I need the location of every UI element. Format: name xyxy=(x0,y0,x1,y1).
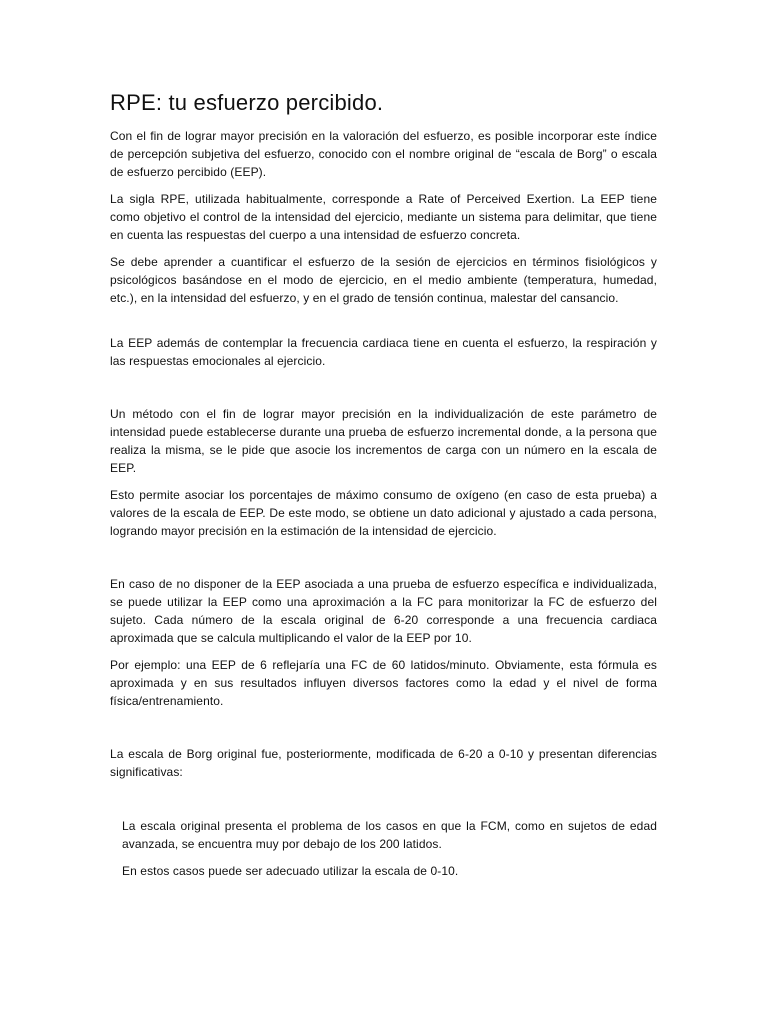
paragraph-fc-approximation: En caso de no disponer de la EEP asociada a una prueba de esfuerzo específica e individualizada, se puede utilizar la EEP como una aproximación a la FC para monitorizar la FC de esfuerzo del sujeto. Cada número de la escala original de 6-20 corresponde a una frecuencia cardiaca aproximada que se calcula multiplicando el valor de la EEP por 10. xyxy=(110,577,657,645)
paragraph-oxygen-consumption: Esto permite asociar los porcentajes de máximo consumo de oxígeno (en caso de esta prueba) a valores de la escala de EEP. De este modo, se obtiene un dato adicional y ajustado a cada persona, logrando mayor precisión en la estimación de la intensidad de ejercicio. xyxy=(110,488,657,538)
paragraph-quantify-effort: Se debe aprender a cuantificar el esfuerzo de la sesión de ejercicios en términos fisiológicos y psicológicos basándose en el modo de ejercicio, en el medio ambiente (temperatura, humedad, etc.), en la intensidad del esfuerzo, y en el grado de tensión continua, malestar del cansancio. xyxy=(110,255,657,305)
page-title: RPE: tu esfuerzo percibido. xyxy=(110,90,384,115)
paragraph-fcm-problem: La escala original presenta el problema de los casos en que la FCM, como en sujetos de edad avanzada, se encuentra muy por debajo de los 200 latidos. xyxy=(122,819,657,851)
paragraph-incremental-test: Un método con el fin de lograr mayor precisión en la individualización de este parámetro de intensidad puede establecerse durante una prueba de esfuerzo incremental donde, a la persona que realiza la misma, se le pide que asocie los incrementos de carga con un número en la escala de EEP. xyxy=(110,407,657,475)
paragraph-borg-intro: Con el fin de lograr mayor precisión en la valoración del esfuerzo, es posible incorporar este índice de percepción subjetiva del esfuerzo, conocido con el nombre original de “escala de Borg” o escala de esfuerzo percibido (EEP). xyxy=(110,129,657,179)
paragraph-rpe-definition: La sigla RPE, utilizada habitualmente, corresponde a Rate of Perceived Exertion. La EEP tiene como objetivo el control de la intensidad del ejercicio, mediante un sistema para delimitar, que tiene en cuenta las respuestas del cuerpo a una intensidad de esfuerzo concreta. xyxy=(110,192,657,242)
paragraph-scale-modification: La escala de Borg original fue, posteriormente, modificada de 6-20 a 0-10 y presentan diferencias significativas: xyxy=(110,747,657,779)
paragraph-example: Por ejemplo: una EEP de 6 reflejaría una FC de 60 latidos/minuto. Obviamente, esta fórmula es aproximada y en sus resultados influyen diversos factores como la edad y el nivel de forma física/entrenamiento. xyxy=(110,658,657,708)
paragraph-eep-heart-rate: La EEP además de contemplar la frecuencia cardiaca tiene en cuenta el esfuerzo, la respiración y las respuestas emocionales al ejercicio. xyxy=(110,336,657,368)
paragraph-use-0-10: En estos casos puede ser adecuado utilizar la escala de 0-10. xyxy=(122,864,459,878)
